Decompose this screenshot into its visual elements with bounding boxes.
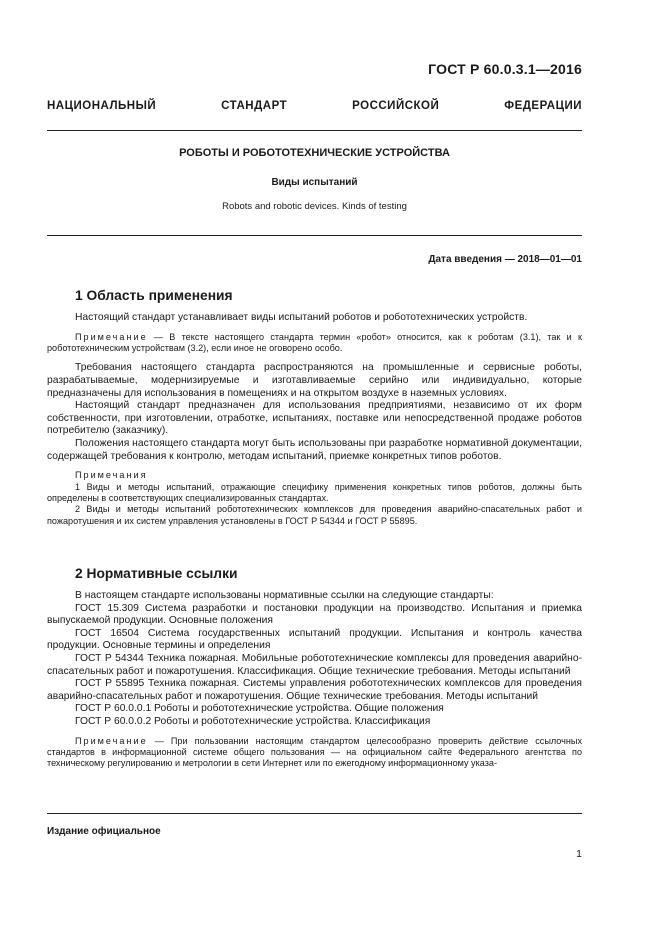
- note-text: — При пользовании настоящим стандартом целесообразно проверить действие ссылочных стандартов в информационной системе общего пользования — на официальном сайте Федерального агентства по техническому регулированию и метрологии в сети Интернет или по ежегодному информационному указа-: [47, 735, 582, 769]
- applicability-paragraph: Требования настоящего стандарта распространяются на промышленные и сервисные роботы, разрабатываемые, модернизируемые и изготавливаемые серийно или индивидуально, которые предназначены для использования в помещениях и на открытом воздухе в наземных условиях.: [47, 362, 582, 399]
- provisions-paragraph: Положения настоящего стандарта могут быть использованы при разработке нормативной документации, содержащей требования к контролю, методам испытаний, приемке конкретных типов роботов.: [47, 437, 582, 462]
- note-label: Примечание: [75, 735, 148, 746]
- note-text: — В тексте настоящего стандарта термин «робот» относится, как к роботам (3.1), так и к робототехническим устройствам (3.2), если иное не оговорено особо.: [47, 331, 582, 353]
- note-label: Примечание: [75, 331, 148, 342]
- title-divider: [47, 235, 582, 236]
- reference-item: ГОСТ 16504 Система государственных испытаний продукции. Испытания и контроль качества продукции. Основные термины и определения: [47, 627, 582, 652]
- standard-title-english: Robots and robotic devices. Kinds of testing: [222, 201, 407, 212]
- top-divider: [47, 130, 582, 131]
- section-2-heading: 2 Нормативные ссылки: [75, 566, 238, 581]
- reference-item: ГОСТ Р 60.0.0.2 Роботы и робототехнические устройства. Классификация: [75, 715, 431, 727]
- section-2-body: [47, 590, 582, 770]
- reference-item: ГОСТ Р 60.0.0.1 Роботы и робототехнические устройства. Общие положения: [75, 703, 444, 715]
- standard-subtitle: Виды испытаний: [271, 177, 358, 188]
- reference-item: ГОСТ 15.309 Система разработки и постановки продукции на производство. Испытания и приемка выпускаемой продукции. Основные положения: [47, 602, 582, 627]
- document-number: ГОСТ Р 60.0.3.1—2016: [428, 61, 582, 77]
- note-item: 1 Виды и методы испытаний, отражающие специфику применения конкретных типов роботов, должны быть определены в соответствующих специализированных стандартах.: [47, 481, 582, 503]
- references-note: [47, 736, 582, 770]
- section-1-heading: 1 Область применения: [75, 288, 233, 303]
- scope-paragraph: Настоящий стандарт устанавливает виды испытаний роботов и робототехнических устройств.: [75, 312, 528, 323]
- introduction-date: Дата введения — 2018—01—01: [428, 254, 582, 265]
- usage-paragraph: Настоящий стандарт предназначен для использования предприятиями, независимо от их форм собственности, при изготовлении, отработке, испытаниях, поставке или непосредственной продаже роботов потребителю (заказчику).: [47, 400, 582, 437]
- references-intro: В настоящем стандарте использованы нормативные ссылки на следующие стандарты:: [75, 590, 494, 601]
- reference-item: ГОСТ Р 54344 Техника пожарная. Мобильные робототехнические комплексы для проведения аварийно-спасательных работ и пожаротушения. Классификация. Общие технические требования. Методы испытаний: [47, 652, 582, 677]
- official-edition-label: Издание официальное: [47, 826, 161, 837]
- note-item: 2 Виды и методы испытаний робототехнических комплексов для проведения аварийно-спасательных работ и пожаротушения и их систем управления установлены в ГОСТ Р 54344 и ГОСТ Р 55895.: [47, 504, 582, 526]
- scope-notes: [47, 470, 582, 527]
- reference-item: ГОСТ Р 55895 Техника пожарная. Системы управления робототехнических комплексов для проведения аварийно-спасательных работ и пожаротушения. Общие технические требования. Методы испытаний: [47, 678, 582, 702]
- national-standard-title: НАЦИОНАЛЬНЫЙ СТАНДАРТ РОССИЙСКОЙ ФЕДЕРАЦИИ: [47, 100, 582, 112]
- scope-note: [47, 332, 582, 355]
- page-number: 1: [576, 848, 582, 860]
- standard-title: РОБОТЫ И РОБОТОТЕХНИЧЕСКИЕ УСТРОЙСТВА: [179, 147, 450, 159]
- section-1-body: [47, 312, 582, 527]
- footer-divider: [47, 813, 582, 814]
- notes-label: Примечания: [75, 470, 148, 481]
